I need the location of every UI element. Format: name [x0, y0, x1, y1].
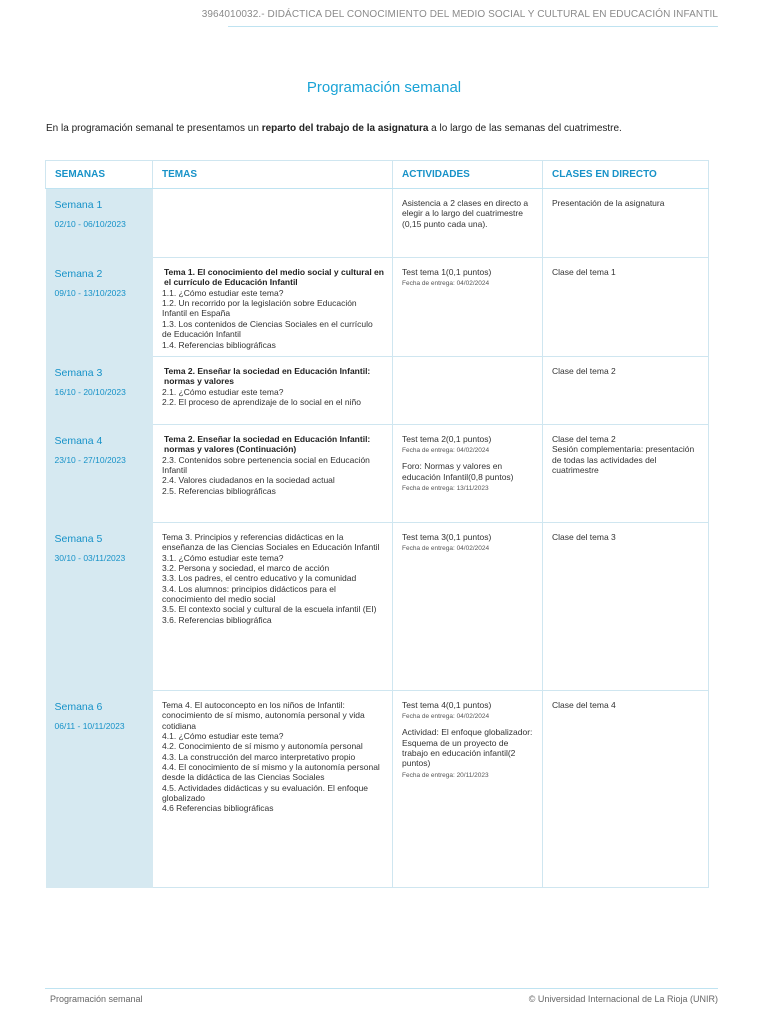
column-header-topics: TEMAS	[153, 161, 393, 189]
topic-title: Tema 2. Enseñar la sociedad en Educación Infantil: normas y valores (Continuación)	[164, 433, 371, 455]
activity-due-date: Fecha de entrega: 04/02/2024	[402, 545, 490, 553]
page-title: Programación semanal	[306, 79, 462, 96]
topic-subitem: 4.2. Conocimiento de sí mismo y autonomía personal	[162, 741, 363, 752]
topic-subitem: 4.4. El conocimiento de sí mismo y la autonomía personal desde la didáctica de las Ciencias Sociales	[162, 762, 380, 783]
intro-text-before: En la programación semanal te presentamos un	[46, 123, 262, 134]
topic-subitem: Tema 4. El autoconcepto en los niños de Infantil: conocimiento de sí mismo, autonomía personal y vida cotidiana	[162, 699, 365, 731]
column-header-weeks: SEMANAS	[46, 161, 153, 189]
course-title: 3964010032.- DIDÁCTICA DEL CONOCIMIENTO DEL MEDIO SOCIAL Y CULTURAL EN EDUCACIÓN INFANTIL	[201, 9, 718, 20]
topic-subitem: Tema 3. Principios y referencias didácticas en la enseñanza de las Ciencias Sociales en Educación Infantil	[162, 531, 380, 553]
footer-section-title: Programación semanal	[50, 994, 143, 1004]
topic-subitem: 4.3. La construcción del marco interpretativo propio	[162, 751, 356, 762]
live-classes-cell	[543, 522, 709, 690]
topic-subitem: 1.4. Referencias bibliográficas	[162, 339, 276, 350]
topic-subitem: 1.1. ¿Cómo estudiar este tema?	[162, 287, 284, 298]
topic-cell	[153, 189, 393, 258]
topic-cell	[153, 424, 393, 522]
live-classes-cell	[543, 356, 709, 424]
footer-copyright: © Universidad Internacional de La Rioja (UNIR)	[528, 994, 718, 1004]
week-dates: 30/10 - 03/11/2023	[54, 552, 126, 563]
live-class-item: Clase del tema 4	[552, 699, 616, 710]
activity-due-date: Fecha de entrega: 04/02/2024	[402, 280, 490, 288]
week-cell	[46, 258, 153, 357]
topic-subitem: 2.4. Valores ciudadanos en la sociedad actual	[162, 475, 335, 486]
week-label: Semana 1	[54, 199, 103, 211]
column-header-activities: ACTIVIDADES	[393, 161, 543, 189]
topic-subitem: 3.2. Persona y sociedad, el marco de acción	[162, 562, 330, 573]
week-label: Semana 6	[54, 700, 103, 713]
activities-cell	[393, 424, 543, 522]
week-cell	[46, 522, 153, 690]
activity-text: Test tema 2(0,1 puntos)	[402, 433, 492, 444]
week-dates: 23/10 - 27/10/2023	[54, 454, 126, 465]
intro-paragraph	[46, 123, 622, 134]
topic-subitem: 2.5. Referencias bibliográficas	[162, 485, 276, 496]
table-row	[46, 258, 709, 357]
live-class-item: Sesión complementaria: presentación de todas las actividades del cuatrimestre	[552, 444, 695, 475]
topic-subitem: 4.6 Referencias bibliográficas	[162, 803, 274, 814]
week-dates: 02/10 - 06/10/2023	[54, 218, 126, 229]
live-classes-cell	[543, 189, 709, 258]
activities-cell	[393, 522, 543, 690]
topic-subitem: 3.4. Los alumnos: principios didácticos para el conocimiento del medio social	[162, 583, 336, 605]
activity-text: Actividad: El enfoque globalizador: Esquema de un proyecto de trabajo en educación infantil(2 puntos)	[402, 727, 533, 769]
live-classes-cell	[543, 424, 709, 522]
week-label: Semana 2	[54, 268, 103, 280]
week-cell	[46, 690, 153, 887]
topic-subitem: 2.2. El proceso de aprendizaje de lo social en el niño	[162, 396, 361, 407]
week-cell	[46, 356, 153, 424]
table-row	[46, 522, 709, 690]
activity-text: Asistencia a 2 clases en directo a elegir a lo largo del cuatrimestre (0,15 punto cada una).	[402, 198, 529, 229]
table-row	[46, 356, 709, 424]
topic-subitem: 2.3. Contenidos sobre pertenencia social en Educación Infantil	[162, 454, 370, 475]
intro-text-bold: reparto del trabajo de la asignatura	[261, 123, 429, 134]
week-label: Semana 5	[54, 532, 103, 545]
topic-subitem: 1.3. Los contenidos de Ciencias Sociales en el currículo de Educación Infantil	[162, 318, 373, 340]
table-row	[46, 189, 709, 258]
week-dates: 06/11 - 10/11/2023	[54, 720, 125, 731]
table-row	[46, 424, 709, 522]
activity-due-date: Fecha de entrega: 13/11/2023	[402, 484, 489, 492]
intro-text-after: a lo largo de las semanas del cuatrimestre.	[428, 123, 622, 134]
activity-text: Foro: Normas y valores en educación Infantil(0,8 puntos)	[402, 461, 514, 482]
week-label: Semana 4	[54, 434, 103, 447]
live-class-item: Clase del tema 1	[552, 267, 616, 277]
live-class-item: Clase del tema 2	[552, 365, 616, 376]
table-header-row	[46, 161, 709, 189]
topic-subitem: 1.2. Un recorrido por la legislación sobre Educación Infantil en España	[162, 298, 357, 319]
live-class-item: Clase del tema 3	[552, 531, 616, 542]
topic-subitem: 2.1. ¿Cómo estudiar este tema?	[162, 386, 284, 397]
topic-title: Tema 1. El conocimiento del medio social y cultural en el currículo de Educación Infantil	[164, 267, 384, 288]
activities-cell	[393, 356, 543, 424]
activity-due-date: Fecha de entrega: 04/02/2024	[402, 713, 490, 721]
activity-text: Test tema 4(0,1 puntos)	[402, 699, 492, 710]
live-classes-cell	[543, 258, 709, 357]
page-header	[0, 0, 768, 27]
topic-cell	[153, 258, 393, 357]
activity-due-date: Fecha de entrega: 04/02/2024	[402, 447, 490, 455]
topic-subitem: 4.5. Actividades didácticas y su evaluación. El enfoque globalizado	[162, 782, 369, 804]
header-divider	[228, 26, 718, 27]
footer-divider	[45, 988, 718, 989]
activities-cell	[393, 690, 543, 887]
topic-cell	[153, 356, 393, 424]
topic-subitem: 4.1. ¿Cómo estudiar este tema?	[162, 730, 284, 741]
topic-subitem: 3.1. ¿Cómo estudiar este tema?	[162, 552, 284, 563]
week-label: Semana 3	[54, 366, 103, 379]
live-class-item: Clase del tema 2	[552, 433, 616, 444]
activity-text: Test tema 3(0,1 puntos)	[402, 531, 492, 542]
topic-subitem: 3.6. Referencias bibliográfica	[162, 614, 272, 625]
column-header-live-classes: CLASES EN DIRECTO	[543, 161, 709, 189]
activities-cell	[393, 258, 543, 357]
live-class-item: Presentación de la asignatura	[552, 198, 665, 208]
schedule-table	[45, 160, 709, 888]
topic-cell	[153, 522, 393, 690]
week-cell	[46, 189, 153, 258]
topic-subitem: 3.3. Los padres, el centro educativo y la comunidad	[162, 573, 357, 584]
activities-cell	[393, 189, 543, 258]
table-row	[46, 690, 709, 887]
week-cell	[46, 424, 153, 522]
activity-due-date: Fecha de entrega: 20/11/2023	[402, 771, 489, 779]
week-dates: 16/10 - 20/10/2023	[54, 386, 126, 397]
activity-text: Test tema 1(0,1 puntos)	[402, 267, 492, 277]
week-dates: 09/10 - 13/10/2023	[54, 287, 126, 298]
topic-cell	[153, 690, 393, 887]
topic-title: Tema 2. Enseñar la sociedad en Educación Infantil: normas y valores	[164, 365, 371, 387]
live-classes-cell	[543, 690, 709, 887]
topic-subitem: 3.5. El contexto social y cultural de la escuela infantil (EI)	[162, 604, 377, 615]
